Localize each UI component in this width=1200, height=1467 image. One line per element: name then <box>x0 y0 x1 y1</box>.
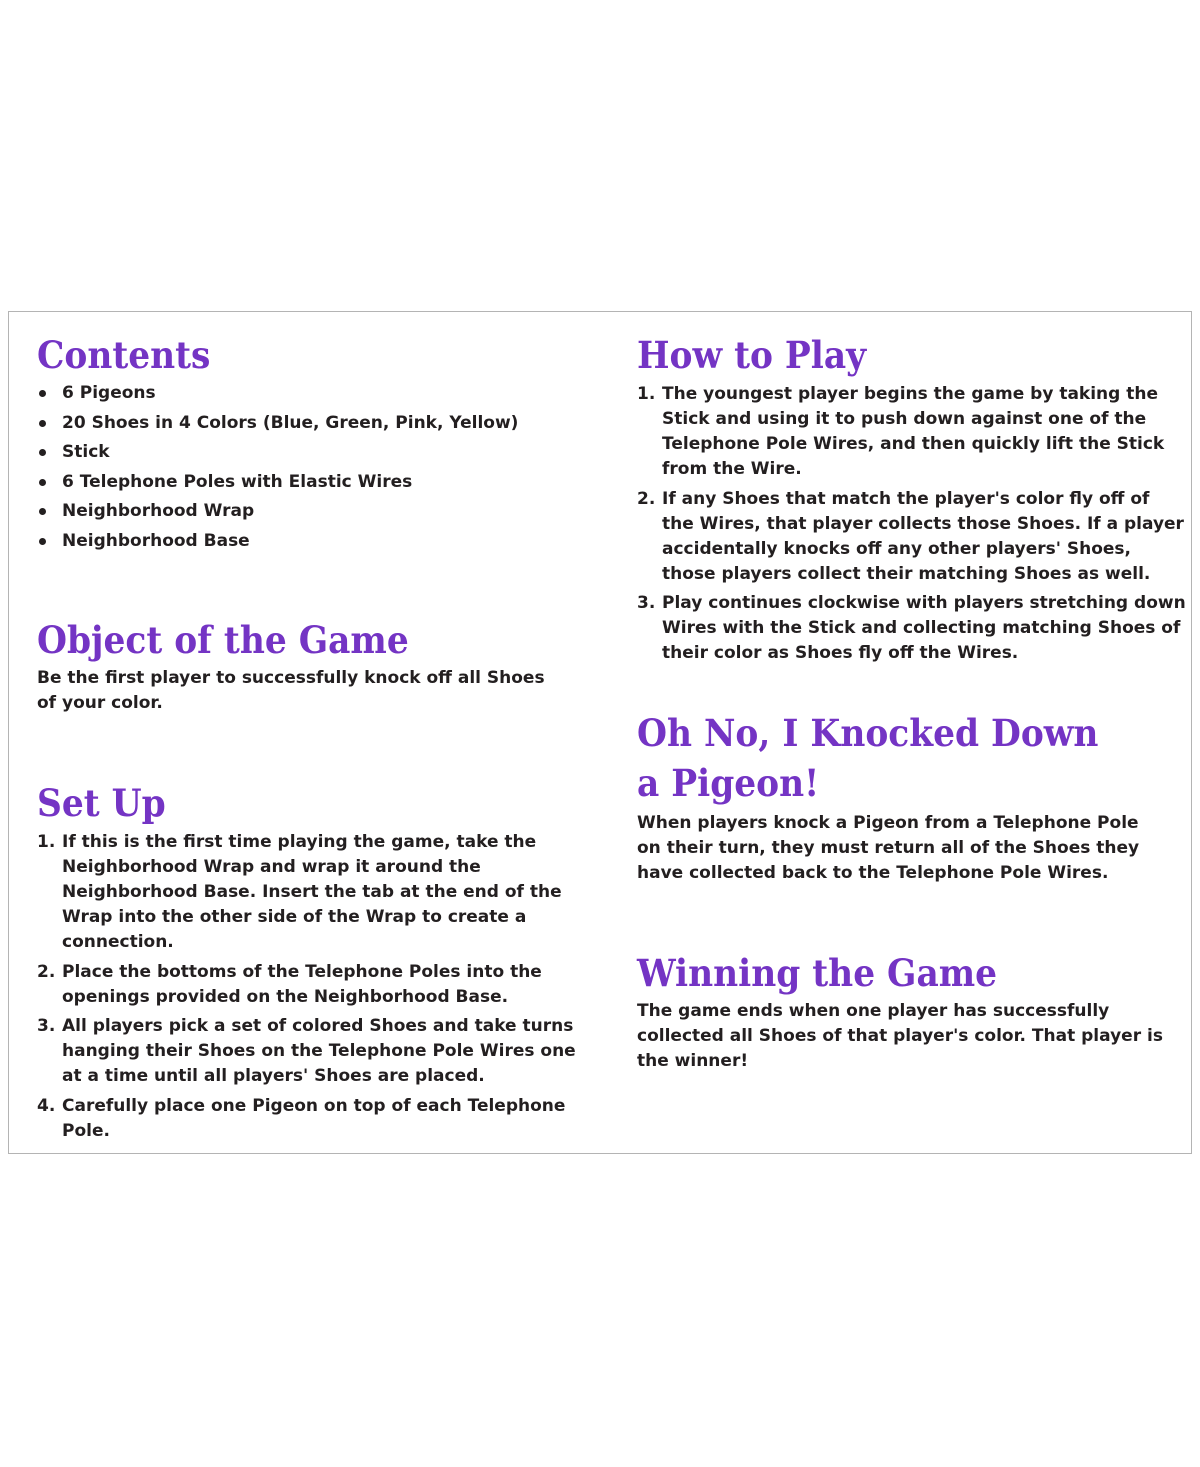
bullet-icon <box>39 390 46 397</box>
winning-text: The game ends when one player has successfully collected all Shoes of that player's color. That player is the winner! <box>637 1001 1163 1071</box>
list-item: 1. The youngest player begins the game by taking the Stick and using it to push down against one of the Telephone Pole Wires, and then quickly lift the Stick from the Wire. <box>637 384 1165 479</box>
setup-steps <box>37 830 587 1149</box>
instruction-sheet <box>8 311 1192 1154</box>
knocked-heading-line1: Oh No, I Knocked Down <box>637 711 1099 755</box>
bullet-icon <box>39 538 46 545</box>
list-item: 4. Carefully place one Pigeon on top of each Telephone Pole. <box>37 1096 566 1142</box>
knocked-heading-line2: a Pigeon! <box>637 761 820 805</box>
howto-heading: How to Play <box>637 333 867 377</box>
list-item: 20 Shoes in 4 Colors (Blue, Green, Pink, Yellow) <box>37 409 577 439</box>
bullet-icon <box>39 420 46 427</box>
list-item: Neighborhood Base <box>37 527 577 557</box>
list-item: 6 Pigeons <box>37 379 577 409</box>
bullet-icon <box>39 508 46 515</box>
object-text: Be the first player to successfully knock off all Shoes of your color. <box>37 668 545 713</box>
knocked-text: When players knock a Pigeon from a Telephone Pole on their turn, they must return all of the Shoes they have collected back to the Telephone Pole Wires. <box>637 813 1140 883</box>
winning-heading: Winning the Game <box>637 951 998 995</box>
list-item: 3. Play continues clockwise with players stretching down Wires with the Stick and collecting matching Shoes of their color as Shoes fly off the Wires. <box>637 593 1186 664</box>
contents-heading: Contents <box>37 333 211 377</box>
list-item: Stick <box>37 438 577 468</box>
setup-heading: Set Up <box>37 781 166 825</box>
bullet-icon <box>39 449 46 456</box>
list-item: Neighborhood Wrap <box>37 497 577 527</box>
contents-list <box>37 379 577 557</box>
list-item: 2. Place the bottoms of the Telephone Poles into the openings provided on the Neighborhood Base. <box>37 961 542 1007</box>
list-item: 6 Telephone Poles with Elastic Wires <box>37 468 577 498</box>
object-heading: Object of the Game <box>37 618 409 662</box>
list-item: 2. If any Shoes that match the player's color fly off of the Wires, that player collects those Shoes. If a player accidentally knocks off any other players' Shoes, those players collect their matching Shoes as well. <box>637 488 1184 584</box>
howto-steps <box>637 382 1187 671</box>
list-item: 3. All players pick a set of colored Shoes and take turns hanging their Shoes on the Telephone Pole Wires one at a time until all players' Shoes are placed. <box>37 1016 576 1087</box>
bullet-icon <box>39 479 46 486</box>
list-item: 1. If this is the first time playing the game, take the Neighborhood Wrap and wrap it around the Neighborhood Base. Insert the tab at the end of the Wrap into the other side of the Wrap to create a connection. <box>37 832 562 952</box>
